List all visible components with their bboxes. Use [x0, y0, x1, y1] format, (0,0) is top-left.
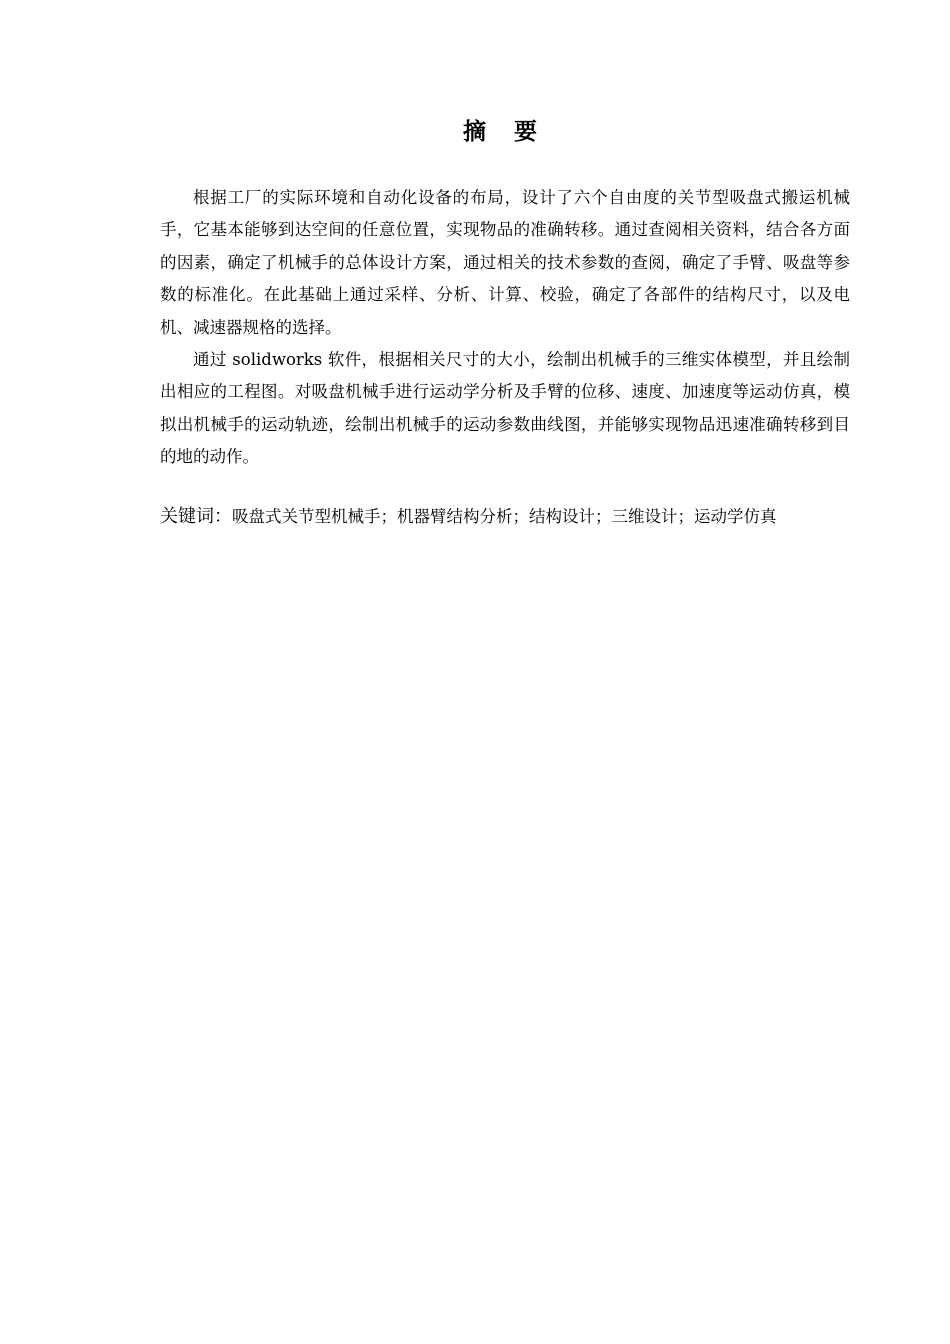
abstract-paragraph-1: 根据工厂的实际环境和自动化设备的布局，设计了六个自由度的关节型吸盘式搬运机械手，它基本能够到达空间的任意位置，实现物品的准确转移。通过查阅相关资料，结合各方面的因素，确定了机械手的总体设计方案，通过相关的技术参数的查阅，确定了手臂、吸盘等参数的标准化。在此基础上通过采样、分析、计算、校验，确定了各部件的结构尺寸，以及电机、减速器规格的选择。: [160, 188, 850, 337]
keywords-text: 吸盘式关节型机械手；机器臂结构分析；结构设计；三维设计；运动学仿真: [232, 507, 777, 526]
abstract-title: 摘 要: [462, 119, 547, 145]
keywords-line: [160, 501, 850, 533]
keywords-label: 关键词：: [160, 506, 232, 527]
abstract-body: [160, 182, 850, 474]
abstract-paragraph-2: 通过 solidworks 软件，根据相关尺寸的大小，绘制出机械手的三维实体模型，并且绘制出相应的工程图。对吸盘机械手进行运动学分析及手臂的位移、速度、加速度等运动仿真，模拟出机械手的运动轨迹，绘制出机械手的运动参数曲线图，并能够实现物品迅速准确转移到目的地的动作。: [160, 350, 850, 467]
